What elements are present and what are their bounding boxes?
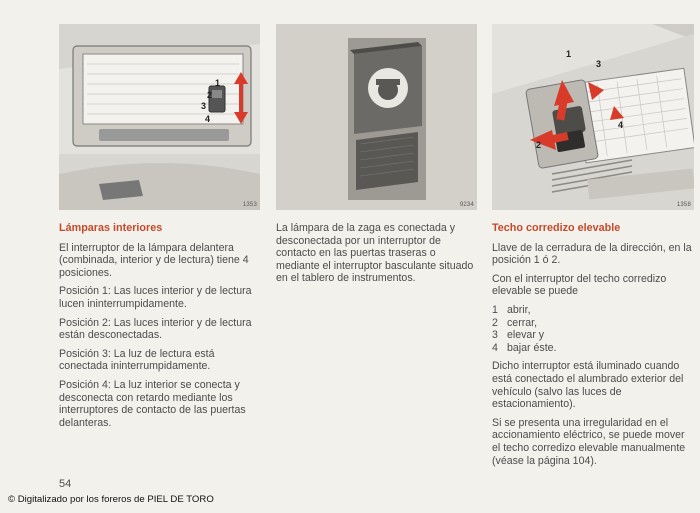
paragraph: Posición 3: La luz de lectura está conectada ininterrumpidamente. xyxy=(59,347,215,373)
paragraph: Dicho interruptor está iluminado cuando está conectado el alumbrado exterior del vehículo (salvo las luces de estacionamiento). xyxy=(492,360,684,411)
step-text: elevar y xyxy=(507,329,545,342)
section-heading: Techo corredizo elevable xyxy=(492,222,621,234)
paragraph: Si se presenta una irregularidad en el accionamiento eléctrico, se puede mover el techo corredizo elevable manualmente (véase la página 104). xyxy=(492,416,686,467)
paragraph: La lámpara de la zaga es conectada y desconectada por un interruptor de contacto en las puertas traseras o mediante el interruptor basculante situado en el tablero de instrumentos. xyxy=(276,222,474,285)
figure-number: 1353 xyxy=(242,202,257,208)
callout-3: 3 xyxy=(596,59,602,69)
figure-number: 1358 xyxy=(676,202,691,208)
step-text: cerrar, xyxy=(507,316,538,329)
callout-4: 4 xyxy=(618,120,624,130)
sunroof-section xyxy=(492,222,694,473)
rocker-switch-illustration xyxy=(276,24,477,210)
page-number: 54 xyxy=(59,478,72,490)
list-item xyxy=(492,317,694,330)
callout-2: 2 xyxy=(207,90,213,100)
step-number: 1 xyxy=(492,303,498,316)
callout-2: 2 xyxy=(536,140,542,150)
callout-3: 3 xyxy=(201,101,207,111)
paragraph: Posición 4: La luz interior se conecta y desconecta con retardo mediante los interruptores de contacto de las puertas delanteras. xyxy=(59,378,246,429)
callout-1: 1 xyxy=(215,78,221,88)
paragraph: Posición 1: Las luces interior y de lectura lucen ininterrumpidamente. xyxy=(59,285,252,310)
callout-4: 4 xyxy=(205,114,211,124)
step-number: 3 xyxy=(492,329,498,342)
rear-lamp-section xyxy=(276,222,481,291)
copyright-notice: © Digitalizado por los foreros de PIEL DE TORO xyxy=(8,494,214,505)
figure-number: 9234 xyxy=(459,202,474,208)
step-text: bajar éste. xyxy=(507,341,557,354)
section-heading: Lámparas interiores xyxy=(59,222,163,234)
paragraph: Posición 2: Las luces interior y de lectura están desconectadas. xyxy=(59,316,252,342)
sunroof-steps-list xyxy=(492,304,694,354)
interior-lamps-section xyxy=(59,222,264,435)
step-number: 4 xyxy=(492,341,498,354)
callout-1: 1 xyxy=(566,49,572,59)
sunroof-switch-illustration xyxy=(492,24,694,210)
paragraph: Llave de la cerradura de la dirección, en la posición 1 ó 2. xyxy=(492,241,692,267)
interior-lamp-illustration xyxy=(59,24,260,210)
step-text: abrir, xyxy=(507,303,531,316)
paragraph: Con el interruptor del techo corredizo elevable se puede xyxy=(492,272,667,298)
step-number: 2 xyxy=(492,316,498,329)
list-item xyxy=(492,304,694,317)
list-item xyxy=(492,329,694,342)
list-item xyxy=(492,342,694,355)
paragraph: El interruptor de la lámpara delantera (combinada, interior y de lectura) tiene 4 posiciones. xyxy=(59,241,249,279)
